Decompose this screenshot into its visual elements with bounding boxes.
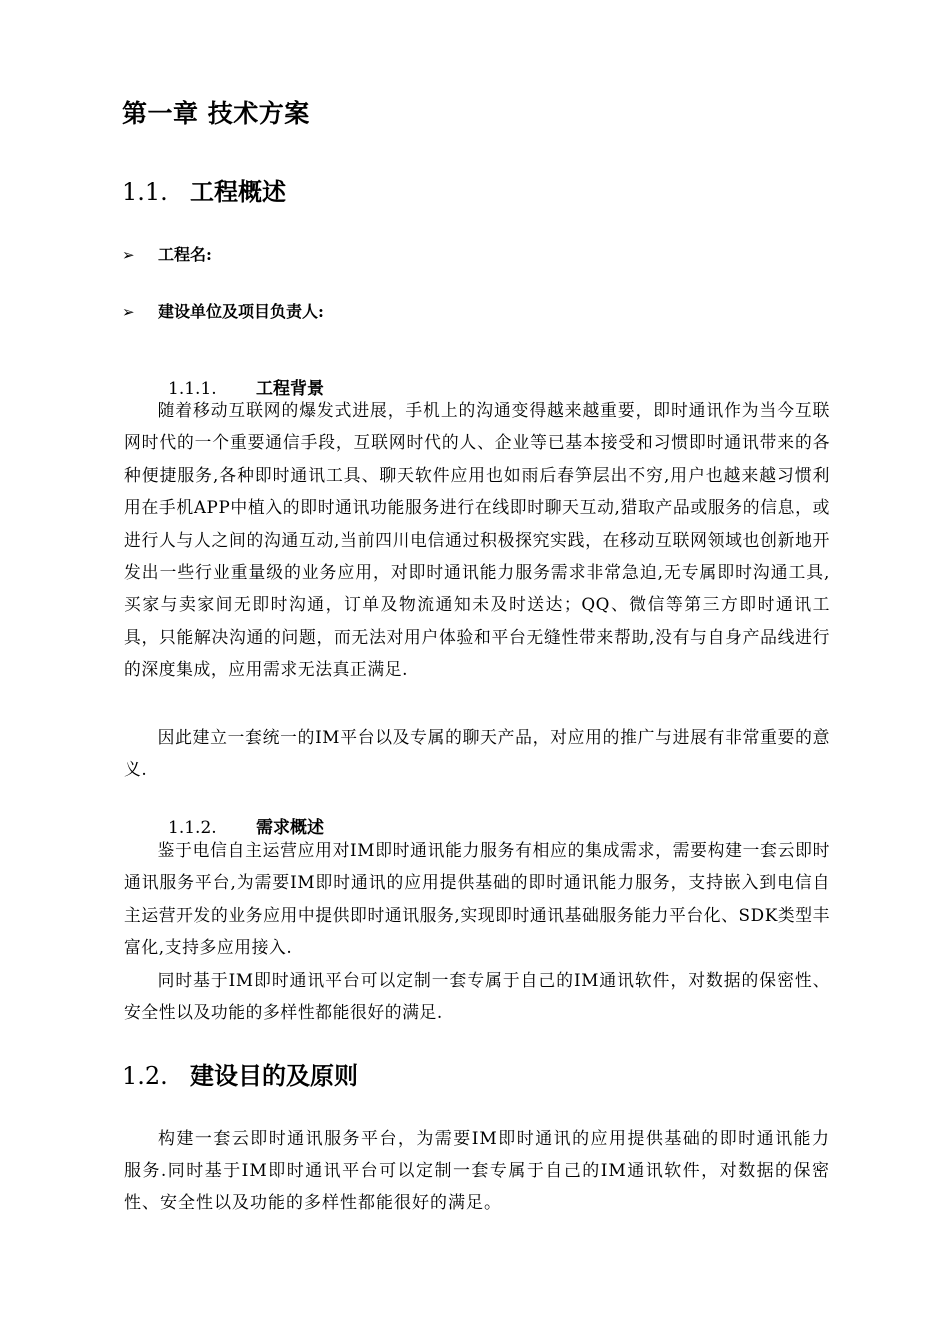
chapter-title: 第一章 技术方案 [122, 99, 310, 128]
subsection-number: 1.1.1. [168, 379, 217, 399]
subsection-title: 工程背景 [256, 379, 324, 399]
subsection-number: 1.1.2. [168, 818, 217, 838]
arrow-bullet-icon: ➢ [122, 246, 135, 264]
section-number: 1.1. [122, 178, 168, 206]
section-number: 1.2. [122, 1062, 168, 1090]
paragraph-goals: 构建一套云即时通讯服务平台，为需要IM即时通讯的应用提供基础的即时通讯能力服务.同时基于IM即时通讯平台可以定制一套专属于自己的IM通讯软件，对数据的保密性、安全性以及功能的多样性都能很好的满足。 [124, 1129, 830, 1213]
subsection-title: 需求概述 [256, 818, 324, 838]
paragraph-background-1: 随着移动互联网的爆发式进展，手机上的沟通变得越来越重要，即时通讯作为当今互联网时代的一个重要通信手段，互联网时代的人、企业等已基本接受和习惯即时通讯带来的各种便捷服务,各种即时通讯工具、聊天软件应用也如雨后春笋层出不穷,用户也越来越习惯利用在手机APP中植入的即时通讯功能服务进行在线即时聊天互动,猎取产品或服务的信息，或进行人与人之间的沟通互动,当前四川电信通过积极探究实践，在移动互联网领域也创新地开发出一些行业重量级的业务应用，对即时通讯能力服务需求非常急迫,无专属即时沟通工具,买家与卖家间无即时沟通，订单及物流通知未及时送达；QQ、微信等第三方即时通讯工具，只能解决沟通的问题，而无法对用户体验和平台无缝性带来帮助,没有与自身产品线进行的深度集成，应用需求无法真正满足. [124, 400, 830, 680]
section-title: 工程概述 [190, 178, 286, 206]
bullet-label: 建设单位及项目负责人: [158, 302, 324, 321]
section-heading-1-1 [122, 172, 286, 207]
bullet-project-name [122, 242, 212, 265]
paragraph-background-2: 因此建立一套统一的IM平台以及专属的聊天产品，对应用的推广与进展有非常重要的意义. [124, 727, 830, 780]
section-heading-1-2 [122, 1056, 358, 1091]
paragraph-requirements-1: 鉴于电信自主运营应用对IM即时通讯能力服务有相应的集成需求，需要构建一套云即时通讯服务平台,为需要IM即时通讯的应用提供基础的即时通讯能力服务，支持嵌入到电信自主运营开发的业务应用中提供即时通讯服务,实现即时通讯基础服务能力平台化、SDK类型丰富化,支持多应用接入. [124, 840, 830, 958]
paragraph-requirements-2: 同时基于IM即时通讯平台可以定制一套专属于自己的IM通讯软件，对数据的保密性、安全性以及功能的多样性都能很好的满足. [124, 970, 830, 1023]
arrow-bullet-icon: ➢ [122, 303, 135, 321]
section-title: 建设目的及原则 [190, 1062, 358, 1090]
bullet-label: 工程名: [158, 245, 212, 264]
bullet-construction-unit [122, 299, 324, 322]
